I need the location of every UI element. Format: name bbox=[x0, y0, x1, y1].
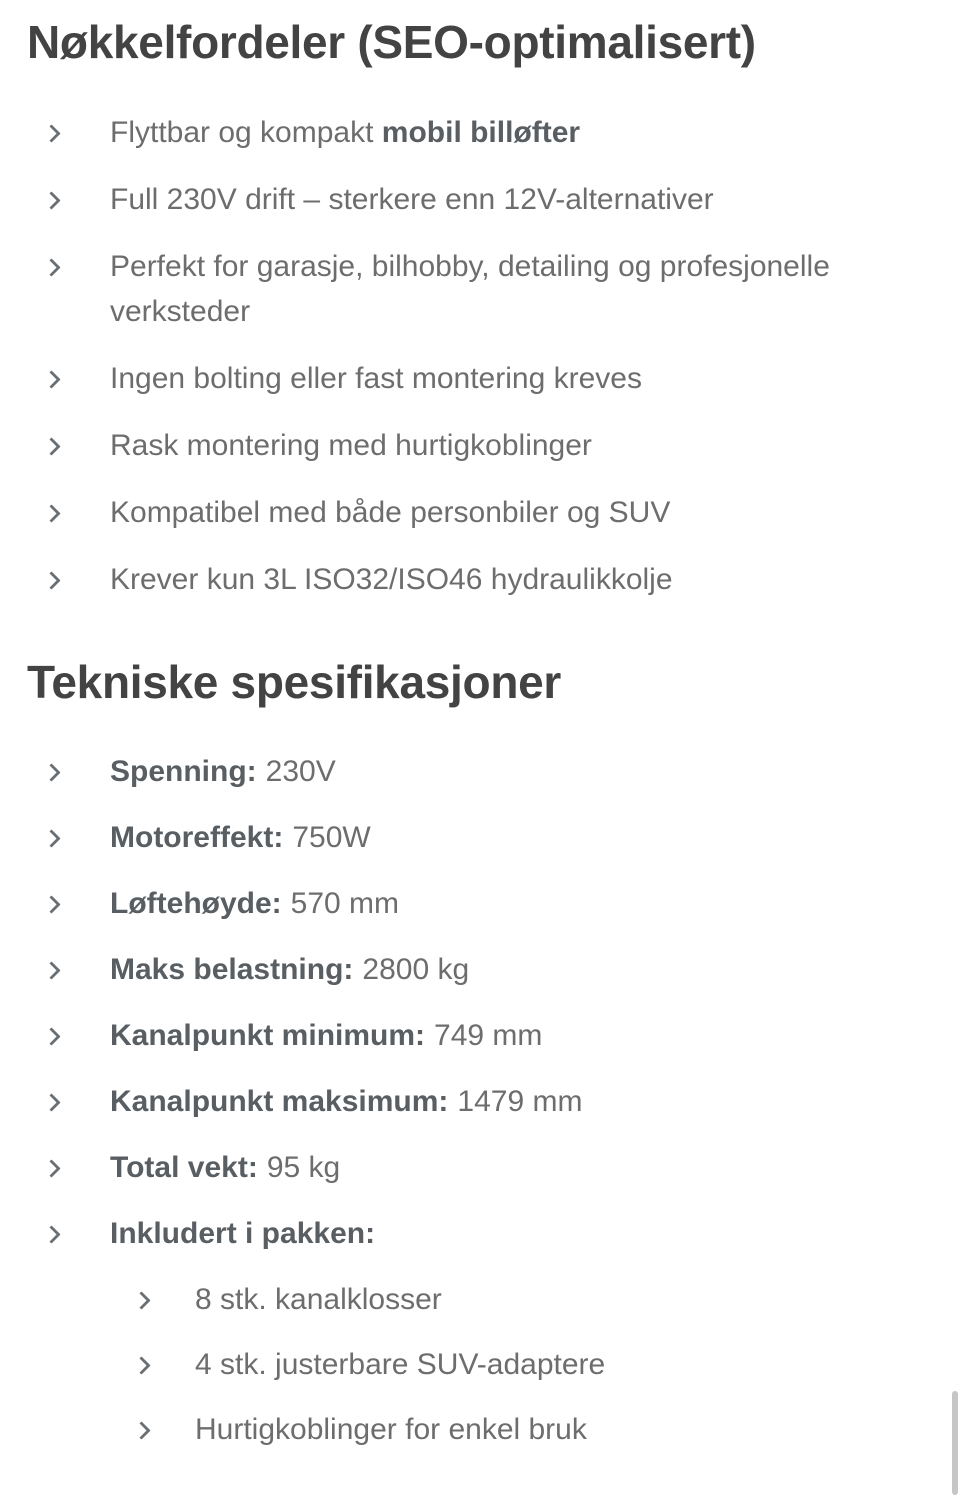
benefit-text: Rask montering med hurtigkoblinger bbox=[110, 428, 592, 462]
spec-label: Motoreffekt: bbox=[110, 821, 284, 854]
spec-item bbox=[27, 1211, 930, 1256]
chevron-right-icon bbox=[45, 1029, 59, 1043]
benefit-text bbox=[110, 110, 580, 155]
included-list bbox=[27, 1277, 930, 1452]
scrollbar-thumb[interactable] bbox=[952, 1391, 958, 1495]
spec-value: 570 mm bbox=[290, 887, 400, 920]
spec-value: 749 mm bbox=[434, 1019, 543, 1052]
spec-label: Løftehøyde: bbox=[110, 887, 282, 920]
chevron-right-icon bbox=[45, 1095, 59, 1109]
spec-item bbox=[27, 1013, 930, 1058]
chevron-right-icon bbox=[45, 573, 59, 587]
spec-item bbox=[27, 947, 930, 992]
chevron-right-icon bbox=[45, 260, 59, 274]
benefit-item bbox=[27, 490, 930, 535]
benefit-item bbox=[27, 244, 930, 334]
spec-label: Kanalpunkt minimum: bbox=[110, 1019, 426, 1052]
spec-label: Spenning: bbox=[110, 755, 257, 788]
benefit-text: Perfekt for garasje, bilhobby, detailing og profesjonelle verksteder bbox=[110, 249, 830, 328]
chevron-right-icon bbox=[45, 1161, 59, 1175]
benefit-text: Full 230V drift – sterkere enn 12V-alternativer bbox=[110, 182, 714, 216]
chevron-right-icon bbox=[45, 372, 59, 386]
included-text: 8 stk. kanalklosser bbox=[195, 1283, 442, 1316]
chevron-right-icon bbox=[45, 897, 59, 911]
chevron-right-icon bbox=[45, 506, 59, 520]
benefit-text-bold: mobil billøfter bbox=[381, 115, 581, 149]
benefit-item bbox=[27, 557, 930, 602]
spec-item bbox=[27, 749, 930, 794]
chevron-right-icon bbox=[45, 126, 59, 140]
spec-item bbox=[27, 881, 930, 926]
chevron-right-icon bbox=[135, 1293, 149, 1307]
spec-label: Inkludert i pakken: bbox=[110, 1217, 376, 1250]
benefit-item bbox=[27, 356, 930, 401]
specs-list bbox=[27, 749, 930, 1256]
spec-value: 95 kg bbox=[266, 1151, 341, 1184]
spec-item bbox=[27, 815, 930, 860]
included-item bbox=[27, 1407, 930, 1452]
spec-item bbox=[27, 1145, 930, 1190]
included-text: Hurtigkoblinger for enkel bruk bbox=[195, 1413, 587, 1446]
benefit-text: Krever kun 3L ISO32/ISO46 hydraulikkolje bbox=[110, 562, 673, 596]
chevron-right-icon bbox=[45, 193, 59, 207]
chevron-right-icon bbox=[45, 1227, 59, 1241]
chevron-right-icon bbox=[45, 439, 59, 453]
spec-item bbox=[27, 1079, 930, 1124]
chevron-right-icon bbox=[135, 1358, 149, 1372]
benefits-list bbox=[27, 110, 930, 602]
spec-value: 230V bbox=[265, 755, 336, 788]
chevron-right-icon bbox=[45, 963, 59, 977]
included-text: 4 stk. justerbare SUV-adaptere bbox=[195, 1348, 606, 1381]
chevron-right-icon bbox=[45, 765, 59, 779]
benefit-item bbox=[27, 423, 930, 468]
included-item bbox=[27, 1342, 930, 1387]
benefit-item bbox=[27, 177, 930, 222]
chevron-right-icon bbox=[45, 831, 59, 845]
spec-label: Kanalpunkt maksimum: bbox=[110, 1085, 449, 1118]
specs-heading: Tekniske spesifikasjoner bbox=[27, 655, 561, 708]
chevron-right-icon bbox=[135, 1423, 149, 1437]
spec-value: 2800 kg bbox=[362, 953, 470, 986]
spec-label: Total vekt: bbox=[110, 1151, 258, 1184]
benefit-text: Kompatibel med både personbiler og SUV bbox=[110, 495, 671, 529]
included-item bbox=[27, 1277, 930, 1322]
spec-value: 750W bbox=[292, 821, 371, 854]
spec-value: 1479 mm bbox=[457, 1085, 583, 1118]
benefit-text: Ingen bolting eller fast montering kreves bbox=[110, 361, 642, 395]
benefit-text-normal: Flyttbar og kompakt bbox=[110, 115, 382, 149]
spec-label: Maks belastning: bbox=[110, 953, 354, 986]
benefits-heading: Nøkkelfordeler (SEO-optimalisert) bbox=[27, 16, 756, 68]
benefit-item bbox=[27, 110, 930, 155]
